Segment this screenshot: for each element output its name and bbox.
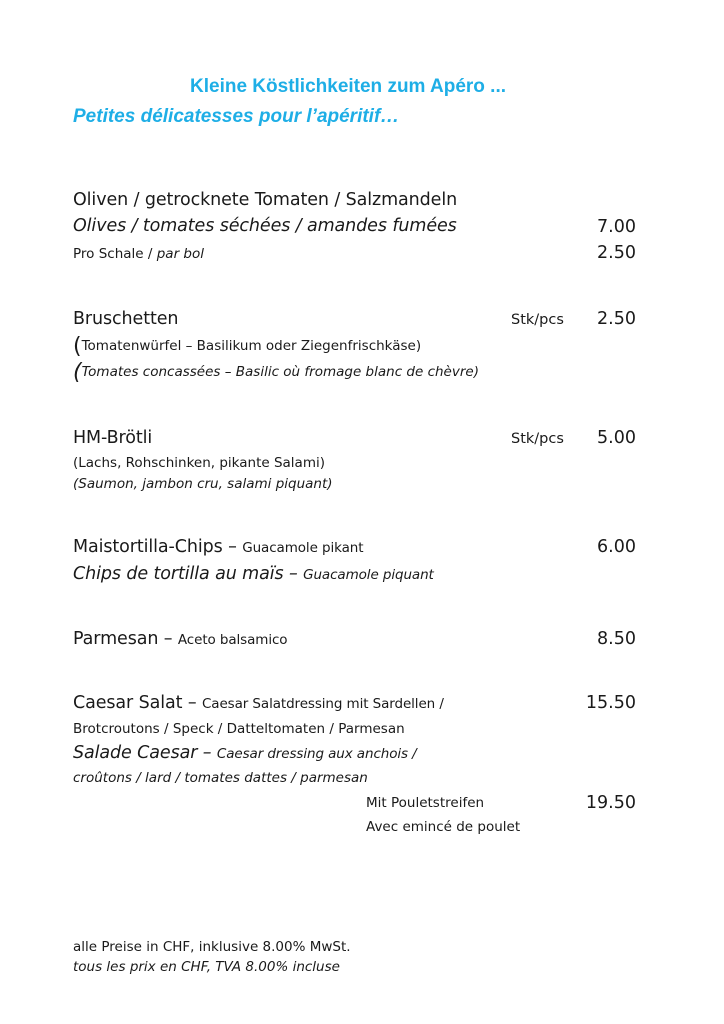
item-name-german: Oliven / getrocknete Tomaten / Salzmandeln [73, 190, 458, 210]
item-name-german: Caesar Salat [73, 693, 183, 713]
portion-label [73, 246, 204, 262]
item-description-german: (Lachs, Rohschinken, pikante Salami) [73, 455, 325, 471]
item-unit: Stk/pcs [511, 431, 564, 447]
open-parenthesis: ( [73, 334, 82, 359]
dash: – [222, 537, 243, 557]
title-french: Petites délicatesses pour l’apéritif… [73, 106, 400, 127]
dash: – [182, 693, 202, 713]
item-sub-german: Guacamole pikant [242, 540, 364, 556]
item-name: HM-Brötli [73, 428, 153, 448]
item-name-german: Maistortilla-Chips [73, 537, 223, 557]
item-name-french: Salade Caesar [73, 743, 198, 763]
item-name-german-line [73, 693, 444, 713]
item-price: 8.50 [597, 629, 636, 649]
item-description-german-1: Caesar Salatdressing mit Sardellen / [201, 696, 444, 712]
item-price: 2.50 [597, 309, 636, 329]
item-description-german [73, 336, 421, 358]
portion-label-french: par bol [156, 246, 204, 262]
item-sub: Aceto balsamico [177, 632, 288, 648]
dash: – [158, 629, 178, 649]
item-name-french-line [73, 743, 417, 763]
description-text-french: Tomates concassées – Basilic où fromage blanc de chèvre) [81, 364, 479, 380]
item-name: Parmesan [73, 629, 159, 649]
item-name-french: Chips de tortilla au maïs [73, 564, 284, 584]
item-price: 6.00 [597, 537, 636, 557]
open-parenthesis: ( [73, 360, 82, 385]
option-german: Mit Pouletstreifen [366, 795, 485, 811]
description-text-german: Tomatenwürfel – Basilikum oder Ziegenfrischkäse) [81, 338, 422, 354]
item-description-french-2: croûtons / lard / tomates dattes / parmesan [73, 770, 368, 786]
item-price: 5.00 [597, 428, 636, 448]
item-price: 7.00 [597, 217, 636, 237]
item-name: Bruschetten [73, 309, 179, 329]
dash: – [283, 564, 304, 584]
item-description-french-1: Caesar dressing aux anchois / [216, 746, 417, 762]
portion-price: 2.50 [597, 243, 636, 263]
footer-note-french: tous les prix en CHF, TVA 8.00% incluse [73, 959, 340, 975]
item-description-french: (Saumon, jambon cru, salami piquant) [73, 476, 333, 492]
item-sub-french: Guacamole piquant [303, 567, 434, 583]
title-german: Kleine Köstlichkeiten zum Apéro ... [190, 76, 507, 97]
option-price: 19.50 [585, 793, 636, 813]
footer-note-german: alle Preise in CHF, inklusive 8.00% MwSt. [73, 939, 351, 955]
portion-label-german: Pro Schale [73, 246, 144, 262]
portion-separator: / [143, 246, 157, 262]
item-name-german-line [73, 537, 363, 557]
item-price: 15.50 [585, 693, 636, 713]
item-description-french [73, 362, 479, 384]
item-unit: Stk/pcs [511, 312, 564, 328]
item-name-french: Olives / tomates séchées / amandes fumées [73, 216, 457, 236]
item-name-line [73, 629, 287, 649]
item-description-german-2: Brotcroutons / Speck / Datteltomaten / Parmesan [73, 721, 405, 737]
dash: – [197, 743, 217, 763]
item-name-french-line [73, 564, 434, 584]
option-french: Avec emincé de poulet [366, 819, 521, 835]
